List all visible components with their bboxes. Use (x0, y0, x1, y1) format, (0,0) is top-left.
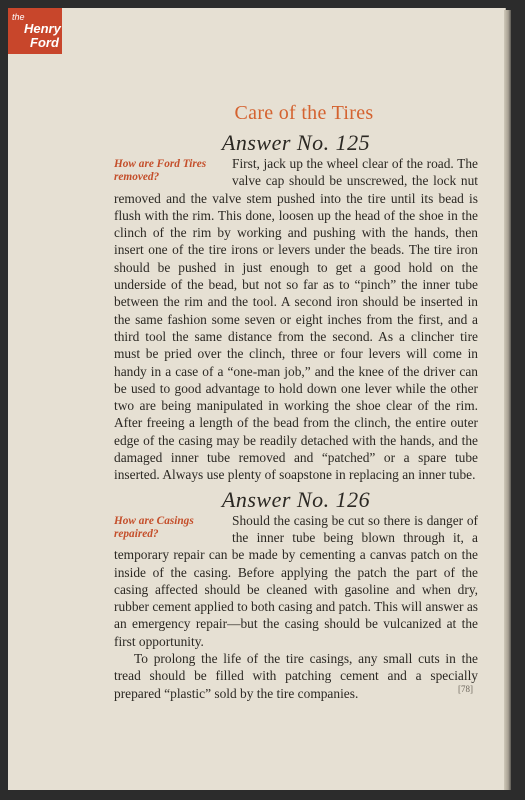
answer-125-heading: Answer No. 125 (221, 130, 371, 155)
answer-126-text: Should the casing be cut so there is danger of the inner tube being blown through it, a temporary repair can be made by cementing a canvas patch on the inside of the casing. Before applying the patch the part of the casing affected should be cleaned with gasoline and when dry, rubber cement applied to both casing and patch. This will answer as an emergency repair—but the casing should be vulcanized at the first opportunity. (114, 512, 478, 649)
answer-126-question: How are Casings repaired? (114, 514, 194, 540)
henry-ford-logo (8, 8, 62, 54)
answer-126-heading: Answer No. 126 (221, 486, 371, 512)
section-title: Care of the Tires (234, 102, 374, 124)
answer-126-block (114, 512, 478, 650)
page-edge (504, 10, 511, 790)
answer-126-text-2: To prolong the life of the tire casings, any small cuts in the tread should be filled with patching cement and a specially prepared “plastic” sold by the tire companies. (114, 651, 478, 701)
answer-125-question: How are Ford Tires removed? (114, 158, 207, 183)
page-content (114, 102, 478, 702)
logo-line-1: the (12, 12, 25, 22)
answer-125-text: First, jack up the wheel clear of the road. The valve cap should be unscrewed, the lock nut removed and the valve stem pushed into the tire until its bead is flush with the rim. This done, loosen up the head of the shoe in the clinch of the rim by working and pushing with the hands, then insert one of the tire irons or levers under the beads. The tire iron should be pushed in just enough to get a good hold on the underside of the bead, but not so far as to “pinch” the inner tube between the rim and the tool. A second iron should be inserted in the same fashion some seven or eight inches from the first, and a third tool the same distance from the second. As a clincher tire must be pried over the clinch, three or four levers will come in handy in a case of a “one-man job,” and the knee of the driver can be used to good advantage to hold down one lever while the other two are being manipulated in working the shoe clear of the rim. After freeing a length of the bead from the clinch, the entire outer edge of the casing may be readily detached with the hands, and the damaged inner tube removed and “patched” or a spare tube inserted. Always use plenty of soapstone in replacing an inner tube. (114, 156, 478, 483)
answer-125-block (114, 155, 478, 484)
page-number: [78] (458, 684, 473, 694)
logo-line-3: Ford (30, 35, 59, 50)
logo-line-2: Henry (24, 21, 61, 36)
